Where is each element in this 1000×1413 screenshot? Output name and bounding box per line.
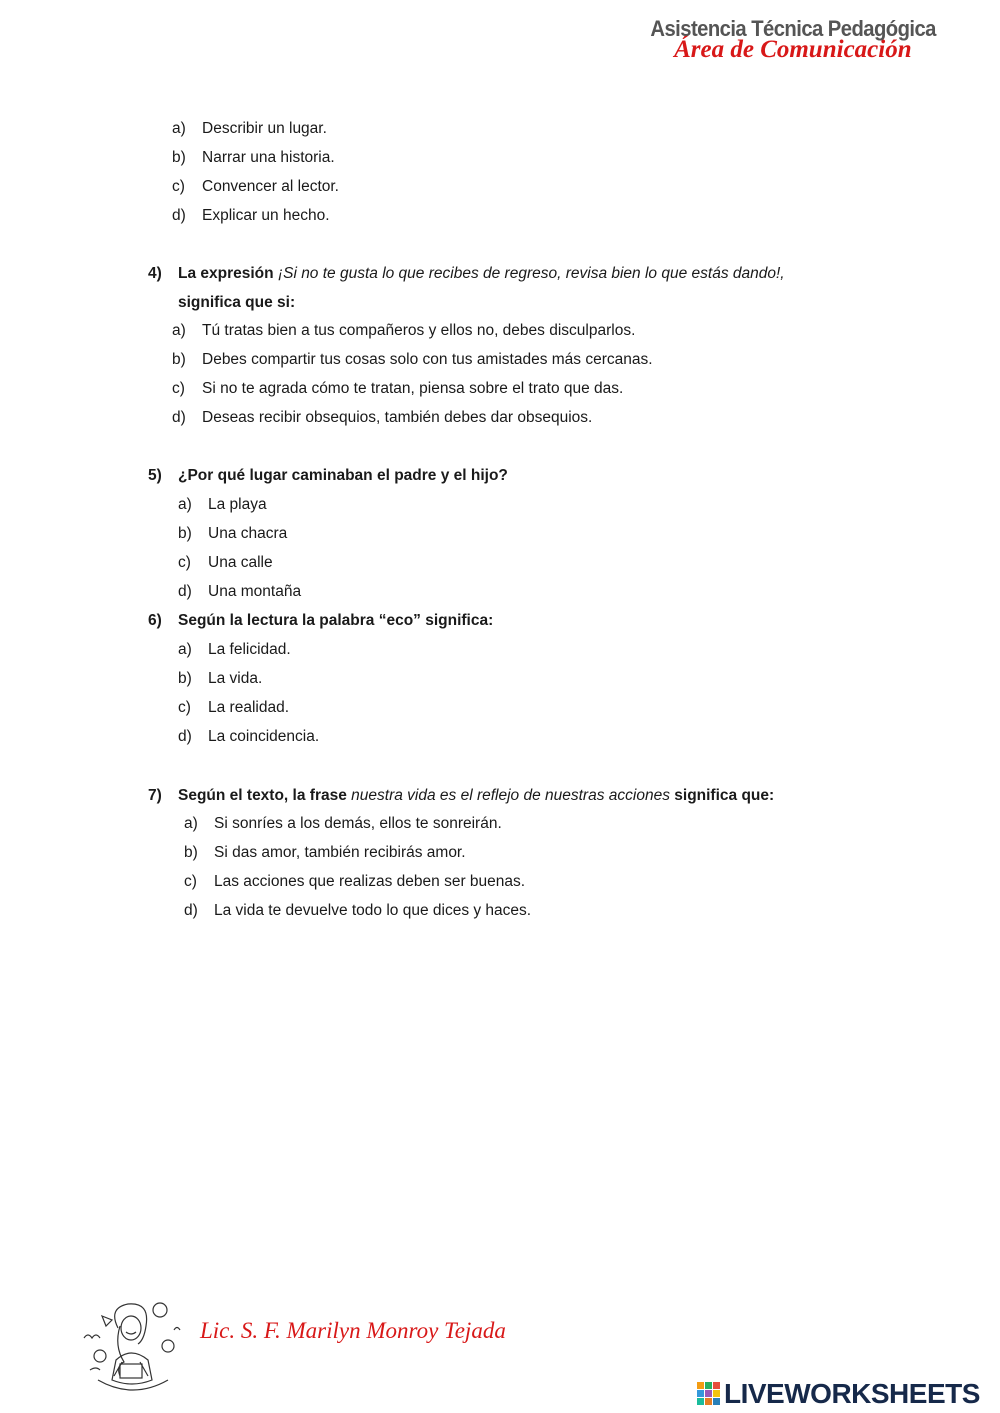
option-letter: b) <box>178 670 192 687</box>
option-letter: d) <box>172 207 186 224</box>
option-5a <box>178 496 267 514</box>
option-text: La coincidencia. <box>208 728 320 745</box>
question-lead: La expresión <box>178 265 274 282</box>
option-7b <box>184 844 466 862</box>
option-text: La vida. <box>208 670 263 687</box>
option-6a <box>178 641 291 659</box>
option-letter: b) <box>178 525 192 542</box>
brand-text: LIVEWORKSHEETS <box>724 1378 980 1409</box>
option-text: Deseas recibir obsequios, también debes dar obsequios. <box>202 409 593 426</box>
girl-reading-illustration <box>78 1298 188 1403</box>
option-3b <box>172 149 335 167</box>
option-5d <box>178 583 301 601</box>
option-3d <box>172 207 330 225</box>
question-lead: Según el texto, la frase <box>178 787 347 804</box>
question-4 <box>148 265 785 283</box>
option-letter: d) <box>184 902 198 919</box>
option-letter: d) <box>172 409 186 426</box>
option-letter: d) <box>178 583 192 600</box>
option-4b <box>172 351 653 369</box>
option-7c <box>184 873 525 891</box>
option-text: Explicar un hecho. <box>202 207 330 224</box>
illustration-icon <box>78 1298 188 1398</box>
option-letter: c) <box>172 178 185 195</box>
question-text: ¿Por qué lugar caminaban el padre y el hijo? <box>178 467 508 484</box>
question-quote: ¡Si no te gusta lo que recibes de regreso, revisa bien lo que estás dando!, <box>277 265 785 282</box>
option-4a <box>172 322 635 340</box>
question-number: 7) <box>148 787 162 804</box>
option-letter: b) <box>184 844 198 861</box>
option-6d <box>178 728 319 746</box>
option-text: Las acciones que realizas deben ser buenas. <box>214 873 526 890</box>
option-4d <box>172 409 592 427</box>
option-text: Si sonríes a los demás, ellos te sonreirán. <box>214 815 502 832</box>
header-subtitle: Área de Comunicación <box>674 36 912 63</box>
option-text: Una chacra <box>208 525 288 542</box>
question-number: 5) <box>148 467 162 484</box>
page-header <box>638 16 948 64</box>
option-letter: a) <box>172 322 186 339</box>
question-text: Según la lectura la palabra “eco” significa: <box>178 612 494 629</box>
liveworksheets-grid-icon <box>697 1382 721 1406</box>
question-6 <box>148 612 493 630</box>
option-3c <box>172 178 339 196</box>
header-title: Asistencia Técnica Pedagógica <box>650 16 936 41</box>
option-text: Debes compartir tus cosas solo con tus amistades más cercanas. <box>202 351 653 368</box>
option-text: La playa <box>208 496 267 513</box>
option-letter: a) <box>184 815 198 832</box>
option-5c <box>178 554 273 572</box>
option-letter: c) <box>178 699 191 716</box>
question-tail-text: significa que si: <box>178 294 296 311</box>
question-tail: significa que: <box>674 787 775 804</box>
option-letter: a) <box>178 641 192 658</box>
question-4-tail <box>178 294 295 312</box>
option-6b <box>178 670 262 688</box>
option-letter: d) <box>178 728 192 745</box>
question-number: 4) <box>148 265 162 282</box>
option-text: Convencer al lector. <box>202 178 339 195</box>
question-phrase: nuestra vida es el reflejo de nuestras acciones <box>351 787 670 804</box>
option-text: Describir un lugar. <box>202 120 327 137</box>
author-signature: Lic. S. F. Marilyn Monroy Tejada <box>200 1318 506 1343</box>
option-text: Narrar una historia. <box>202 149 335 166</box>
question-number: 6) <box>148 612 162 629</box>
liveworksheets-logo <box>697 1378 980 1410</box>
option-text: Una montaña <box>208 583 302 600</box>
option-text: Una calle <box>208 554 273 571</box>
option-4c <box>172 380 623 398</box>
option-letter: c) <box>178 554 191 571</box>
option-letter: c) <box>184 873 197 890</box>
option-5b <box>178 525 287 543</box>
option-3a <box>172 120 327 138</box>
option-letter: a) <box>178 496 192 513</box>
option-letter: b) <box>172 149 186 166</box>
option-text: La realidad. <box>208 699 290 716</box>
option-text: Tú tratas bien a tus compañeros y ellos no, debes disculparlos. <box>202 322 636 339</box>
option-text: Si no te agrada cómo te tratan, piensa sobre el trato que das. <box>202 380 624 397</box>
option-text: La felicidad. <box>208 641 291 658</box>
option-text: La vida te devuelve todo lo que dices y haces. <box>214 902 532 919</box>
option-letter: c) <box>172 380 185 397</box>
question-7 <box>148 787 774 805</box>
option-7a <box>184 815 502 833</box>
option-6c <box>178 699 289 717</box>
question-5 <box>148 467 508 485</box>
option-letter: b) <box>172 351 186 368</box>
option-letter: a) <box>172 120 186 137</box>
option-text: Si das amor, también recibirás amor. <box>214 844 466 861</box>
option-7d <box>184 902 531 920</box>
